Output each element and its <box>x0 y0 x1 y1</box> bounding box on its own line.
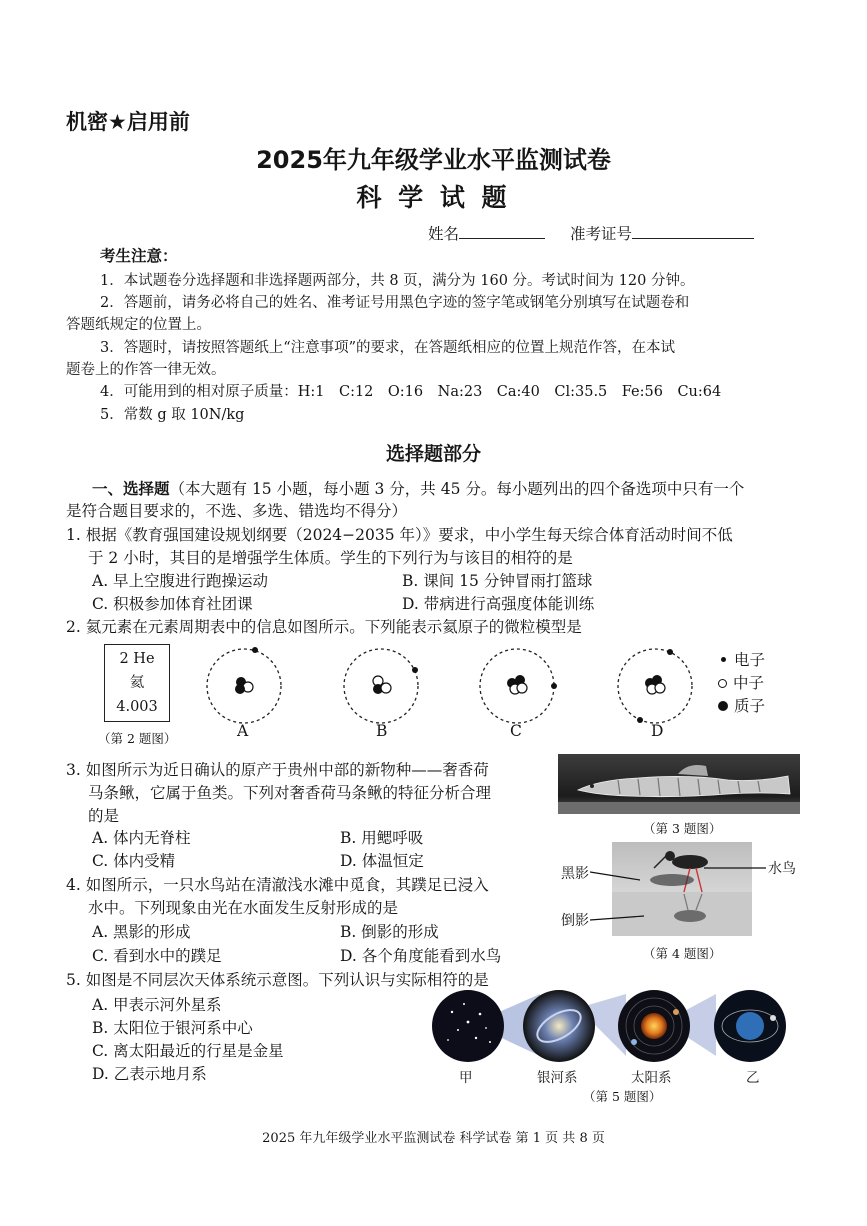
element-name: 氦 <box>129 675 145 691</box>
q1-option-c: C. 积极参加体育社团课 <box>92 595 253 613</box>
q4-option-b: B. 倒影的形成 <box>340 923 439 941</box>
q2-caption: （第 2 题图） <box>98 731 177 746</box>
label-reflection: 倒影 <box>561 913 589 929</box>
legend-electron: 电子 <box>718 648 765 670</box>
q1-stem-1: 1. 根据《教育强国建设规划纲要（2024−2035 年）》要求，中小学生每天综合体育活动时间不低 <box>66 526 733 544</box>
notice-item-3: 3．答题时，请按照答题纸上“注意事项”的要求，在答题纸相应的位置上规范作答，在本试 <box>100 340 676 356</box>
element-card <box>104 644 170 722</box>
atom-model-d <box>618 649 692 723</box>
legend-neutron: 中子 <box>718 671 764 693</box>
id-field <box>570 222 754 244</box>
atom-models <box>200 640 710 740</box>
label-solar-system: 太阳系 <box>631 1070 672 1086</box>
notice-item-3-cont: 题卷上的作答一律无效。 <box>66 362 226 378</box>
part-desc: （本大题有 15 小题，每小题 3 分，共 45 分。每小题列出的四个备选项中只有一个 <box>169 480 745 498</box>
q3-caption: （第 3 题图） <box>643 821 722 836</box>
q5-option-a: A. 甲表示河外星系 <box>92 996 222 1014</box>
q5-stem: 5. 如图是不同层次天体系统示意图。下列认识与实际相符的是 <box>66 971 489 989</box>
q3-option-a: A. 体内无脊柱 <box>92 829 191 847</box>
planet-jia <box>432 990 504 1062</box>
q4-pointer-lines <box>590 860 780 930</box>
celestial-systems-diagram <box>428 986 800 1066</box>
atom-label-b: B <box>376 722 388 740</box>
q4-option-c: C. 看到水中的蹼足 <box>92 947 222 965</box>
q3-option-c: C. 体内受精 <box>92 852 176 870</box>
exam-subtitle: 科 学 试 题 <box>356 183 511 212</box>
atom-label-d: D <box>651 722 664 740</box>
q3-option-b: B. 用鳃呼吸 <box>340 829 424 847</box>
q5-option-d: D. 乙表示地月系 <box>92 1065 207 1083</box>
q5-caption: （第 5 题图） <box>583 1089 662 1104</box>
q1-option-d: D. 带病进行高强度体能训练 <box>402 595 595 613</box>
atom-model-a <box>207 647 281 723</box>
galaxy <box>523 990 595 1062</box>
q1-option-a: A. 早上空腹进行跑操运动 <box>92 572 269 590</box>
element-mass: 4.003 <box>116 699 158 715</box>
id-label: 准考证号 <box>570 225 633 243</box>
q3-stem-2: 马条鳅，它属于鱼类。下列对奢香荷马条鳅的特征分析合理 <box>88 784 492 802</box>
part-label: 一、选择题 <box>92 480 170 498</box>
notice-item-5: 5．常数 g 取 10N/kg <box>100 407 245 423</box>
q5-option-c: C. 离太阳最近的行星是金星 <box>92 1042 284 1060</box>
notice-item-2-cont: 答题纸规定的位置上。 <box>66 317 211 333</box>
atom-model-c <box>480 649 557 723</box>
q4-stem-2: 水中。下列现象由光在水面发生反射形成的是 <box>88 899 399 917</box>
element-number-symbol: 2 He <box>119 651 155 667</box>
q4-caption: （第 4 题图） <box>643 946 722 961</box>
electron-dot-icon <box>721 657 726 662</box>
loach-fish-photo <box>558 754 800 814</box>
planet-yi <box>714 990 786 1062</box>
name-blank <box>459 224 545 239</box>
part-intro-line1 <box>92 477 744 499</box>
label-jia: 甲 <box>459 1070 473 1086</box>
q4-stem-1: 4. 如图所示，一只水鸟站在清澈浅水滩中觅食，其蹼足已浸入 <box>66 876 489 894</box>
proton-dot-icon <box>718 701 728 711</box>
label-yi: 乙 <box>746 1070 760 1086</box>
name-label: 姓名 <box>428 225 460 243</box>
q2-stem: 2. 氦元素在元素周期表中的信息如图所示。下列能表示氦原子的微粒模型是 <box>66 618 582 636</box>
atom-label-c: C <box>510 722 522 740</box>
label-waterbird: 水鸟 <box>768 861 796 877</box>
exam-title: 2025年九年级学业水平监测试卷 <box>256 146 611 174</box>
q1-option-b: B. 课间 15 分钟冒雨打篮球 <box>402 572 593 590</box>
neutron-circle-icon <box>718 679 727 688</box>
q4-option-d: D. 各个角度能看到水鸟 <box>340 947 502 965</box>
notice-item-4: 4．可能用到的相对原子质量：H:1 C:12 O:16 Na:23 Ca:40 Cl:35.5 Fe:56 Cu:64 <box>100 384 722 400</box>
confidential-mark: 机密★启用前 <box>66 110 190 134</box>
atom-model-b <box>344 649 418 723</box>
q3-option-d: D. 体温恒定 <box>340 852 424 870</box>
part-intro-line2: 是符合题目要求的，不选、多选、错选均不得分） <box>66 502 408 520</box>
atom-label-a: A <box>237 722 249 740</box>
q3-stem-3: 的是 <box>88 807 120 825</box>
solar-system <box>618 990 690 1062</box>
notice-item-2: 2．答题前，请务必将自己的姓名、准考证号用黑色字迹的签字笔或钢笔分别填写在试题卷和 <box>100 295 690 311</box>
name-field <box>428 222 545 244</box>
q3-stem-1: 3. 如图所示为近日确认的原产于贵州中部的新物种——奢香荷 <box>66 761 489 779</box>
q1-stem-2: 于 2 小时，其目的是增强学生体质。学生的下列行为与该目的相符的是 <box>88 549 573 567</box>
notice-item-1: 1．本试题卷分选择题和非选择题两部分，共 8 页，满分为 160 分。考试时间为 120 分钟。 <box>100 273 695 289</box>
label-milky-way: 银河系 <box>537 1070 578 1086</box>
section-title: 选择题部分 <box>385 443 481 465</box>
q5-option-b: B. 太阳位于银河系中心 <box>92 1019 253 1037</box>
label-shadow: 黑影 <box>561 866 589 882</box>
notice-heading: 考生注意： <box>100 246 178 265</box>
legend-proton: 质子 <box>718 694 765 716</box>
id-blank <box>632 224 754 239</box>
page-footer: 2025 年九年级学业水平监测试卷 科学试卷 第 1 页 共 8 页 <box>262 1131 605 1146</box>
q4-option-a: A. 黑影的形成 <box>92 923 191 941</box>
